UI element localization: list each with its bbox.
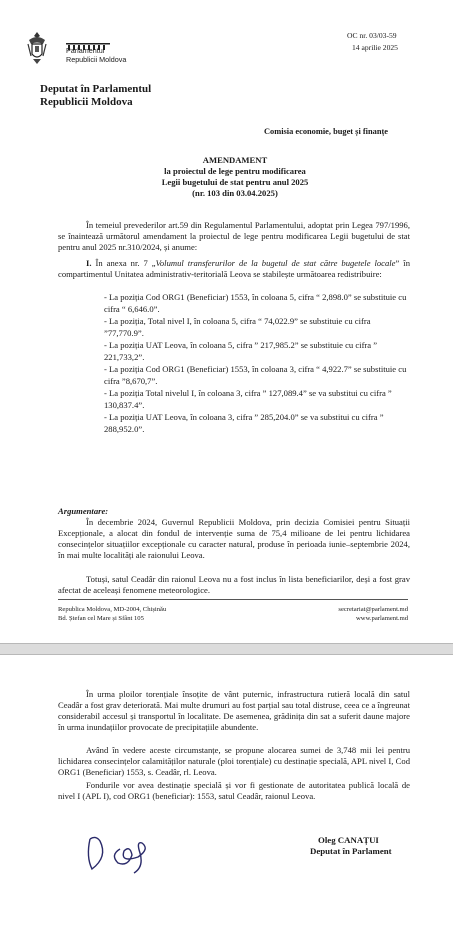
coat-of-arms-icon [26,30,48,66]
amendment-title [60,155,410,199]
argument-paragraph-1: În decembrie 2024, Guvernul Republicii Moldova, prin decizia Comisiei pentru Situații Excepționale, a alocat din fondul de intervenție suma de 75,4 milioane de lei pentru lichidarea consecințelor situațiilor excepționale cu caracter natural, produse în perioada iunie–septembrie 2024, în mai multe localități ale raionului Leova. [58,517,410,560]
point-1-post: ” în compartimentul Unitatea administrativ-teritorială Leova se stabilește următoarea redistribuire: [58,258,410,279]
handwritten-signature [80,827,180,877]
point-1-number: I. [86,258,92,268]
point-1-pre: În anexa nr. 7 „ [91,258,156,268]
page-2-paragraph-3: Fondurile vor avea destinație specială și vor fi gestionate de autoritatea publică locală de nivel I (APL I), cod ORG1 (beneficiar): 1553, satul Ceadâr, raionul Leova. [58,780,410,801]
committee-name: Comisia economie, buget și finanțe [264,127,388,136]
org-name-line2: Republicii Moldova [66,55,127,64]
footer-email: secretariat@parlament.md [338,606,408,613]
intro-paragraph: În temeiul prevederilor art.59 din Regulamentul Parlamentului, adoptat prin Legea 797/1996, se înaintează următorul amendament la proiectul de lege pentru modificarea Legii bugetului de stat pentru anul 2025 nr.310/2024, și anume: [58,220,410,252]
footer-address [58,605,166,623]
title-line3: Legii bugetului de stat pentru anul 2025 [161,177,309,187]
title-line2: la proiectul de lege pentru modificarea [164,166,306,176]
list-item: - La poziția Total nivelul I, în coloana 3, cifra ” 127,089.4” se va substitui cu cifra ” 130,837.4”. [104,388,392,410]
list-item: - La poziția UAT Leova, în coloana 5, cifra ” 217,985.2” se substituie cu cifra ” 221,733,2”. [104,340,378,362]
footer-divider [58,599,408,600]
document-page-2 [0,655,453,929]
page-2-paragraph-1: În urma ploilor torențiale însoțite de vânt puternic, infrastructura rutieră locală din satul Ceadâr a fost grav deteriorată. Mai multe drumuri au fost parțial sau total distruse, ceea ce a îngreunat considerabil accesul și transportul în localitate. De asemenea, grădinița din sat a suferit daune majore în urma inundațiilor provocate de precipitațiile abundente. [58,689,410,732]
page-separator [0,643,453,655]
list-item: - La poziția, Total nivel I, în coloana 5, cifra “ 74,022.9” se substituie cu cifra ”77,770.9”. [104,316,371,338]
org-name-line1: Parlamentul [66,46,105,55]
list-item: - La poziția Cod ORG1 (Beneficiar) 1553, în coloana 5, cifra “ 2,898.0” se substituie cu cifra “ 6,646.0”. [104,292,407,314]
title-line4: (nr. 103 din 03.04.2025) [192,188,278,198]
reference-number: OC nr. 03/03-59 [347,31,397,40]
signatory-name: Oleg CANAȚUI [318,835,379,845]
footer-address-line1: Republica Moldova, MD-2004, Chișinău [58,606,167,613]
signatory-role: Deputat în Parlament [310,846,392,856]
parliament-logo-icon [66,37,110,45]
footer-contacts [318,605,408,623]
page-2-paragraph-2: Având în vedere aceste circumstanțe, se propune alocarea sumei de 3,748 mii lei pentru lichidarea consecințelor calamităților naturale (ploi torențiale) cu destinație specială, APL nivel I, Cod ORG1 (Beneficiar) 1553, s. Ceadâr, rl. Leova. [58,745,410,777]
list-item: - La poziția Cod ORG1 (Beneficiar) 1553, în coloana 3, cifra “ 4,922.7” se substituie cu cifra ”8,670,7”. [104,364,407,386]
argument-paragraph-2: Totuși, satul Ceadâr din raionul Leova nu a fost inclus în lista beneficiarilor, deși a fost grav afectat de aceleași fenomene meteorologice. [58,574,410,595]
author-line1: Deputat în Parlamentul [40,83,152,95]
footer-address-line2: Bd. Ștefan cel Mare și Sfânt 105 [58,615,144,622]
title-line1: AMENDAMENT [202,155,268,165]
point-1-paragraph [58,258,410,280]
argument-heading: Argumentare: [58,506,109,516]
redistribution-list [78,292,410,435]
author-line2: Republicii Moldova [40,96,133,108]
annex-title: Volumul transferurilor de la bugetul de stat către bugetele locale [155,258,396,268]
author-block [40,83,151,109]
signature-block [310,835,392,857]
list-item: - La poziția UAT Leova, în coloana 3, cifra ” 285,204.0” se va substitui cu cifra ” 288,952.0”. [104,412,384,434]
footer-web: www.parlament.md [356,615,408,622]
document-date: 14 aprilie 2025 [352,43,398,52]
